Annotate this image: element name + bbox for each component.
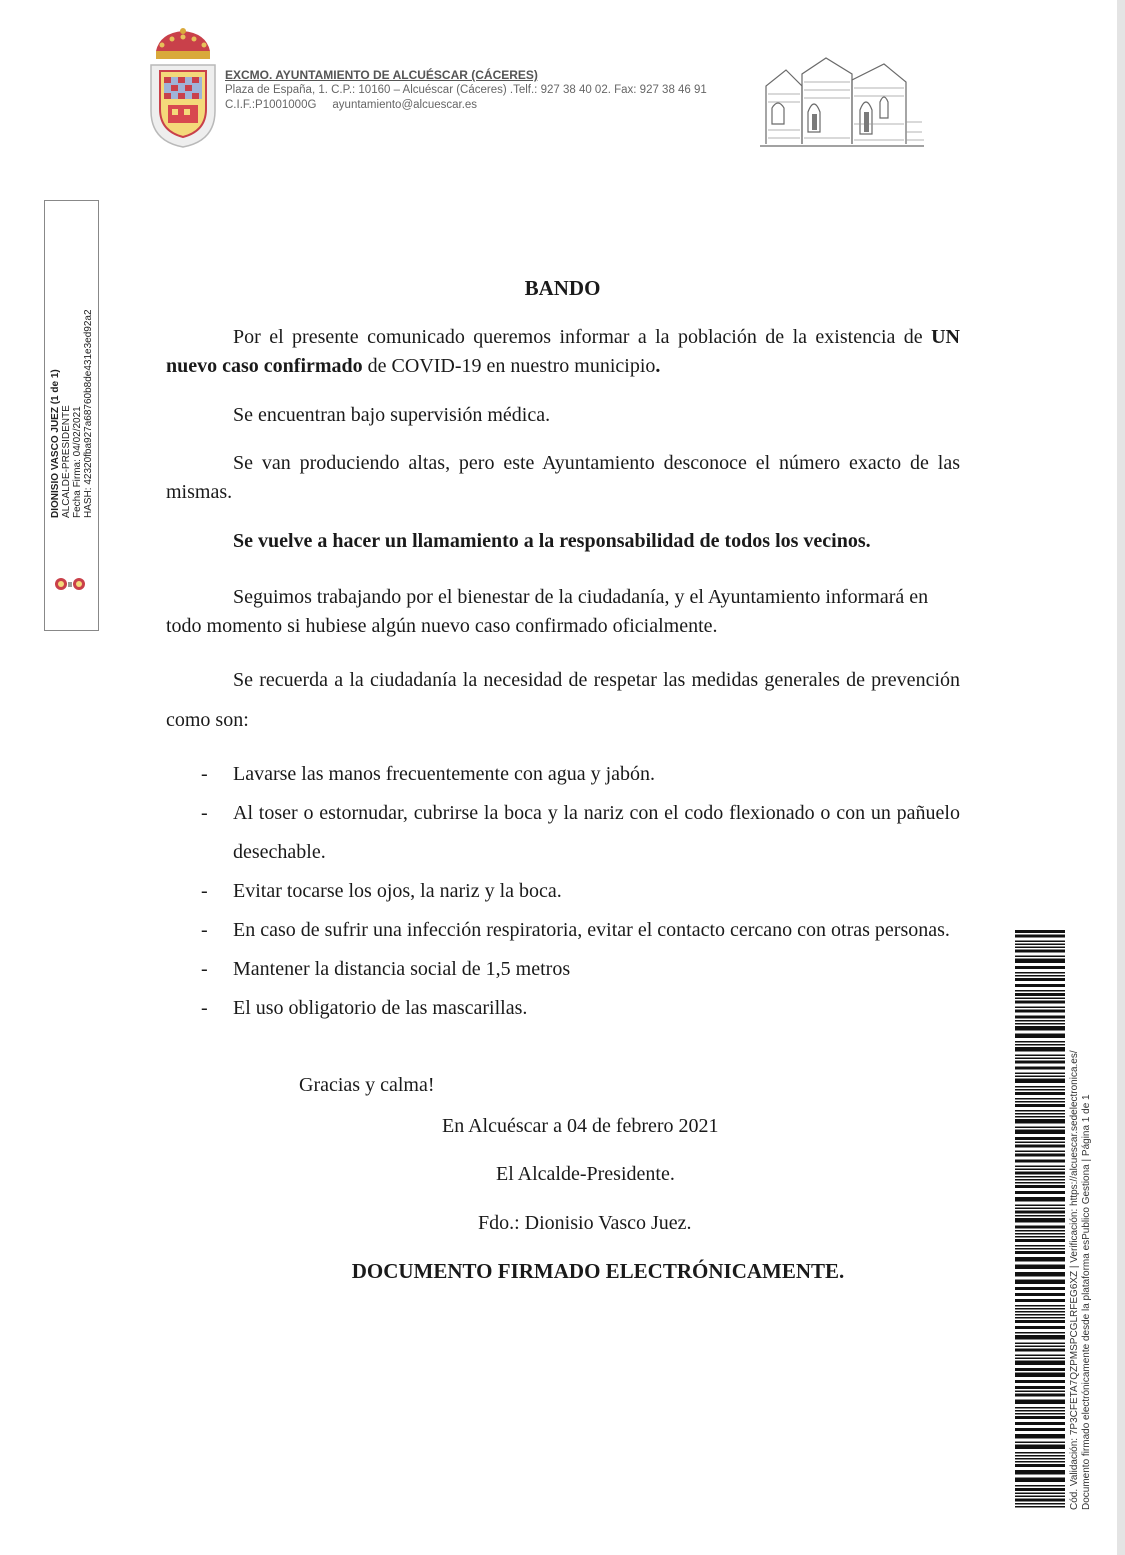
barcode-bar (1015, 1299, 1065, 1302)
barcode-bar (1015, 1061, 1065, 1064)
barcode-bar (1015, 1208, 1065, 1210)
barcode-bar (1015, 1205, 1065, 1207)
barcode-bar (1015, 1311, 1065, 1313)
barcode-bar (1015, 984, 1065, 987)
barcode-bar (1015, 1314, 1065, 1316)
list-item (166, 755, 960, 794)
paragraph-announcement (166, 323, 960, 381)
signer-role: ALCALDE-PRESIDENTE (61, 405, 72, 518)
barcode-bar (1015, 1391, 1065, 1393)
verification-text (1069, 1050, 1093, 1510)
signature-date: Fecha Firma: 04/02/2021 (72, 406, 83, 518)
announcement-text: Por el presente comunicado queremos informar a la población de la existencia de (233, 326, 932, 348)
barcode-bar (1015, 1160, 1065, 1163)
barcode-bar (1015, 1226, 1065, 1229)
list-item-text: Al toser o estornudar, cubrirse la boca y la nariz con el codo flexionado o con un pañuelo desechable. (233, 802, 960, 863)
organization-address: Plaza de España, 1. C.P.: 10160 – Alcuéscar (Cáceres) .Telf.: 927 38 40 02. Fax: 927 38 46 91 (225, 84, 707, 96)
barcode-bar (1015, 1092, 1065, 1095)
barcode-bar (1015, 1445, 1065, 1450)
list-item (166, 989, 960, 1028)
announcement-text-end: de COVID-19 en nuestro municipio (362, 355, 656, 377)
barcode-bar (1015, 1197, 1065, 1202)
barcode-bar (1015, 975, 1065, 977)
barcode-bar (1015, 1142, 1065, 1144)
prevention-measures-list (166, 755, 960, 1028)
barcode-bar (1015, 1442, 1065, 1444)
barcode-bar (1015, 1287, 1065, 1290)
coat-of-arms-logo (148, 27, 218, 149)
barcode-bar (1015, 1373, 1065, 1378)
barcode-bar (1015, 1332, 1065, 1334)
barcode-bar (1015, 1343, 1065, 1345)
barcode-bar (1015, 1010, 1065, 1013)
barcode-bar (1015, 1428, 1065, 1431)
list-dash: - (201, 880, 208, 902)
barcode-bar (1015, 1020, 1065, 1022)
paragraph-responsibility: Se vuelve a hacer un llamamiento a la responsabilidad de todos los vecinos. (233, 530, 871, 552)
barcode-bar (1015, 1211, 1065, 1214)
organization-contact (225, 98, 707, 113)
barcode-bar (1015, 1349, 1065, 1352)
barcode-bar (1015, 1488, 1065, 1491)
signer-name: DIONISIO VASCO JUEZ (1 de 1) (50, 369, 61, 518)
barcode-bar (1015, 959, 1065, 964)
list-dash: - (201, 997, 208, 1019)
barcode-bar (1015, 1098, 1065, 1100)
barcode-bar (1015, 1236, 1065, 1238)
list-item (166, 794, 960, 872)
barcode-bar (1015, 1079, 1065, 1084)
list-item (166, 950, 960, 989)
paragraph-discharges: Se van produciendo altas, pero este Ayuntamiento desconoce el número exacto de las mismas. (166, 452, 960, 503)
barcode-bar (1015, 1506, 1065, 1508)
barcode-bar (1015, 1086, 1065, 1088)
barcode-bar (1015, 1089, 1065, 1091)
list-item (166, 911, 960, 950)
verification-code-line: Cód. Validación: 7P3CFETA7QZPMSPCGLRFEG6XZ | Verificación: https://alcuescar.sedelectronica.es/ (1069, 1050, 1080, 1510)
barcode-bar (1015, 1191, 1065, 1194)
barcode-bar (1015, 1110, 1065, 1112)
barcode-bar (1015, 1215, 1065, 1217)
barcode-bar (1015, 1137, 1065, 1140)
barcode-bar (1015, 1185, 1065, 1188)
barcode-bar (1015, 1169, 1065, 1171)
barcode-bar (1015, 1400, 1065, 1405)
barcode-bar (1015, 1326, 1065, 1329)
barcode-image (1015, 930, 1065, 1510)
barcode-bar (1015, 1305, 1065, 1307)
barcode-bar (1015, 972, 1065, 974)
barcode-bar (1015, 1116, 1065, 1118)
list-item-text: En caso de sufrir una infección respiratoria, evitar el contacto cercano con otras personas. (233, 919, 950, 941)
seal-icon (52, 574, 88, 594)
barcode-bar (1015, 1239, 1065, 1242)
barcode-bar (1015, 1179, 1065, 1181)
barcode-bar (1015, 941, 1065, 943)
barcode-bar (1015, 1257, 1065, 1262)
barcode-bar (1015, 1182, 1065, 1184)
barcode-bar (1015, 1320, 1065, 1323)
barcode-bar (1015, 1496, 1065, 1498)
page-edge (1117, 0, 1125, 1555)
signature-stamp-text (50, 278, 94, 518)
barcode-bar (1015, 1380, 1065, 1383)
list-dash: - (201, 919, 208, 941)
barcode-bar (1015, 1335, 1065, 1340)
barcode-bar (1015, 930, 1065, 933)
barcode-bar (1015, 1127, 1065, 1129)
barcode-bar (1015, 1455, 1065, 1457)
barcode-bar (1015, 1478, 1065, 1483)
barcode-bar (1015, 1280, 1065, 1285)
barcode-bar (1015, 1047, 1065, 1052)
barcode-bar (1015, 1044, 1065, 1046)
barcode-bar (1015, 1230, 1065, 1232)
signer-signature: Fdo.: Dionisio Vasco Juez. (478, 1212, 692, 1234)
barcode-bar (1015, 1248, 1065, 1250)
barcode-bar (1015, 1485, 1065, 1487)
list-dash: - (201, 958, 208, 980)
barcode-bar (1015, 1265, 1065, 1270)
barcode-bar (1015, 1394, 1065, 1397)
barcode-bar (1015, 1293, 1065, 1296)
list-item-text: Mantener la distancia social de 1,5 metros (233, 958, 571, 980)
barcode-bar (1015, 1007, 1065, 1009)
barcode-bar (1015, 1503, 1065, 1505)
barcode-bar (1015, 1073, 1065, 1075)
barcode-bar (1015, 1245, 1065, 1247)
paragraph-wellbeing: Seguimos trabajando por el bienestar de la ciudadanía, y el Ayuntamiento informará en todo momento si hubiese algún nuevo caso confirmado oficialmente. (166, 586, 929, 637)
announcement-period: . (655, 355, 661, 377)
church-illustration (756, 52, 928, 150)
list-item (166, 872, 960, 911)
barcode-bar (1015, 1458, 1065, 1460)
barcode-bar (1015, 1358, 1065, 1360)
barcode-bar (1015, 1434, 1065, 1439)
list-dash: - (201, 763, 208, 785)
paragraph-measures-intro: Se recuerda a la ciudadanía la necesidad de respetar las medidas generales de prevención como son: (166, 669, 960, 731)
barcode-bar (1015, 950, 1065, 953)
barcode-bar (1015, 1067, 1065, 1070)
barcode-bar (1015, 978, 1065, 981)
barcode-bar (1015, 1272, 1065, 1277)
barcode-bar (1015, 1368, 1065, 1371)
verification-platform-line: Documento firmado electrónicamente desde la plataforma esPublico Gestiona | Página 1 de 1 (1081, 1094, 1092, 1510)
barcode-bar (1015, 1499, 1065, 1502)
barcode-bar (1015, 1016, 1065, 1019)
barcode-bar (1015, 1176, 1065, 1178)
barcode-bar (1015, 1361, 1065, 1366)
announcement-highlight: UN nuevo caso confirmado (166, 326, 960, 377)
barcode-bar (1015, 1355, 1065, 1357)
barcode-bar (1015, 1104, 1065, 1107)
barcode-bar (1015, 944, 1065, 946)
barcode-bar (1015, 1154, 1065, 1157)
barcode-bar (1015, 1023, 1065, 1025)
barcode-bar (1015, 1317, 1065, 1319)
barcode-bar (1015, 1452, 1065, 1454)
barcode-bar (1015, 966, 1065, 969)
barcode-bar (1015, 1119, 1065, 1124)
barcode-bar (1015, 1407, 1065, 1409)
barcode-bar (1015, 1308, 1065, 1310)
barcode-bar (1015, 1346, 1065, 1348)
barcode-bar (1015, 1461, 1065, 1463)
barcode-bar (1015, 1113, 1065, 1115)
paragraph-supervision: Se encuentran bajo supervisión médica. (233, 404, 551, 426)
document-title: BANDO (524, 276, 601, 300)
barcode-bar (1015, 1034, 1065, 1039)
list-dash: - (201, 802, 208, 824)
barcode-bar (1015, 990, 1065, 992)
barcode-bar (1015, 1151, 1065, 1153)
barcode-bar (1015, 1233, 1065, 1235)
barcode-bar (1015, 956, 1065, 958)
barcode-bar (1015, 1058, 1065, 1060)
barcode-bar (1015, 947, 1065, 949)
barcode-bar (1015, 1251, 1065, 1254)
barcode-bar (1015, 1166, 1065, 1168)
barcode-bar (1015, 1145, 1065, 1148)
letterhead (225, 68, 707, 113)
place-and-date: En Alcuéscar a 04 de febrero 2021 (442, 1115, 719, 1137)
barcode-bar (1015, 993, 1065, 996)
barcode-bar (1015, 1422, 1065, 1425)
barcode-bar (1015, 998, 1065, 1000)
barcode-bar (1015, 1130, 1065, 1135)
barcode-bar (1015, 935, 1065, 938)
organization-cif: C.I.F.:P1001000G (225, 99, 317, 111)
barcode-bar (1015, 1055, 1065, 1057)
closing-line: Gracias y calma! (299, 1074, 435, 1096)
barcode-bar (1015, 1470, 1065, 1475)
signer-title: El Alcalde-Presidente. (496, 1163, 675, 1185)
list-item-text: El uso obligatorio de las mascarillas. (233, 997, 528, 1019)
organization-name: EXCMO. AYUNTAMIENTO DE ALCUÉSCAR (CÁCERES) (225, 68, 538, 82)
barcode-bar (1015, 1172, 1065, 1175)
barcode-bar (1015, 1386, 1065, 1389)
barcode-bar (1015, 1026, 1065, 1031)
signature-hash: HASH: 42320fba927a68760b8de431e3ed92a2 (83, 309, 94, 518)
barcode-bar (1015, 1101, 1065, 1103)
list-item-text: Lavarse las manos frecuentemente con agua y jabón. (233, 763, 656, 785)
barcode-bar (1015, 1218, 1065, 1223)
barcode-bar (1015, 1464, 1065, 1467)
barcode-bar (1015, 1001, 1065, 1004)
barcode-bar (1015, 1493, 1065, 1495)
organization-email: ayuntamiento@alcuescar.es (332, 99, 478, 111)
barcode-bar (1015, 1410, 1065, 1412)
electronic-signature-notice: DOCUMENTO FIRMADO ELECTRÓNICAMENTE. (351, 1259, 845, 1283)
barcode-bar (1015, 1076, 1065, 1078)
barcode-bar (1015, 1413, 1065, 1415)
barcode-bar (1015, 1416, 1065, 1419)
list-item-text: Evitar tocarse los ojos, la nariz y la boca. (233, 880, 562, 902)
barcode-bar (1015, 1041, 1065, 1043)
